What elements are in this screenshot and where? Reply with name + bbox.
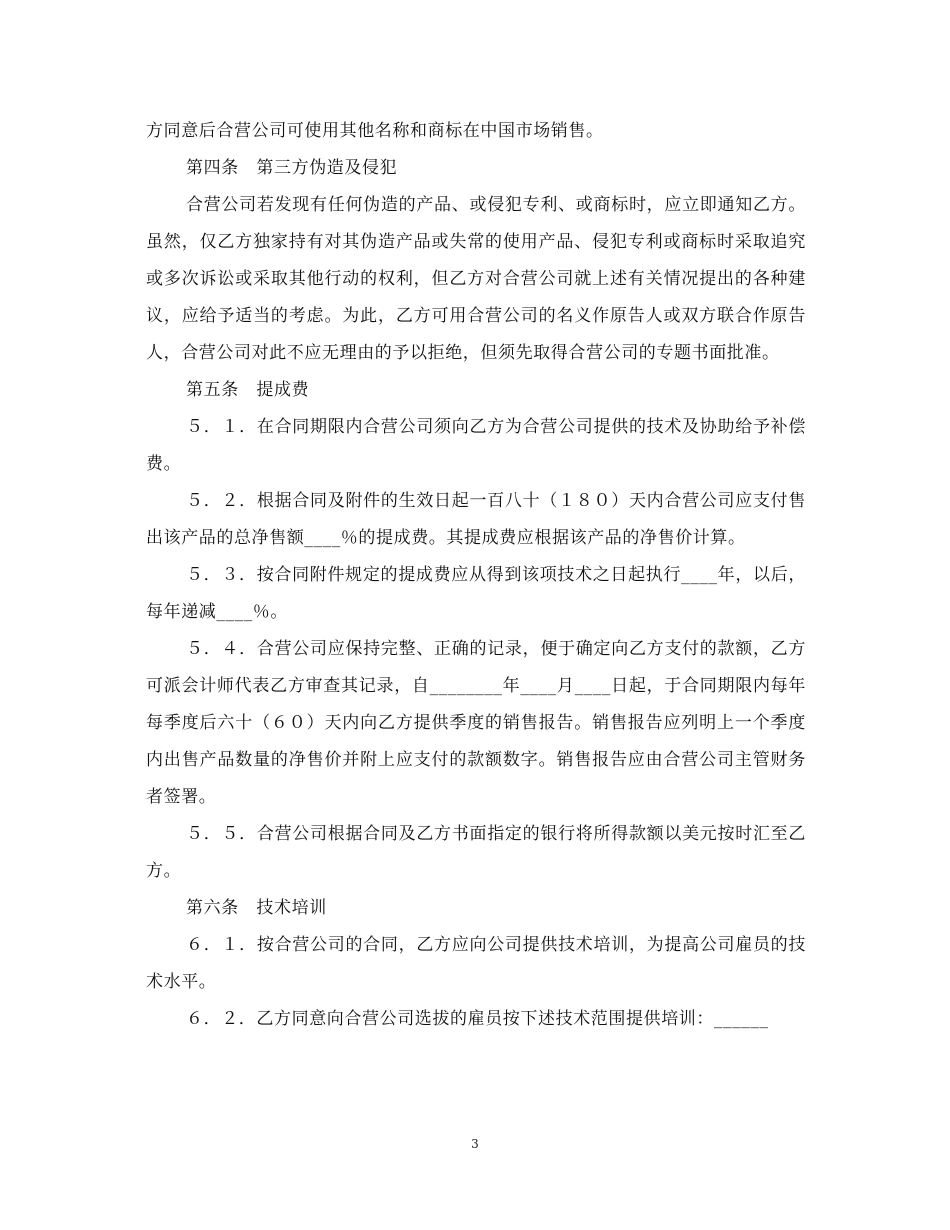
clause-5-4: ５．４．合营公司应保持完整、正确的记录，便于确定向乙方支付的款额，乙方可派会计师代表乙方审查其记录，自________年____月____日起，于合同期限内每年每季度后六十（６０）天内向乙方提供季度的销售报告。销售报告应列明上一个季度内出售产品数量的净售价并附上应支付的款额数字。销售报告应由合营公司主管财务者签署。 (146, 639, 806, 807)
clause-5-5: ５．５．合营公司根据合同及乙方书面指定的银行将所得款额以美元按时汇至乙方。 (146, 824, 806, 881)
article-6-heading: 第六条 技术培训 (186, 898, 327, 918)
paragraph-continuation: 方同意后合营公司可使用其他名称和商标在中国市场销售。 (146, 121, 604, 141)
article-4-body: 合营公司若发现有任何伪造的产品、或侵犯专利、或商标时，应立即通知乙方。虽然，仅乙方独家持有对其伪造产品或失常的使用产品、侵犯专利或商标时采取追究或多次诉讼或采取其他行动的权利，但乙方对合营公司就上述有关情况提出的各种建议，应给予适当的考虑。为此，乙方可用合营公司的名义作原告人或双方联合作原告人，合营公司对此不应无理由的予以拒绝，但须先取得合营公司的专题书面批准。 (146, 195, 806, 363)
article-5-heading: 第五条 提成费 (186, 380, 310, 400)
clause-5-1: ５．１．在合同期限内合营公司须向乙方为合营公司提供的技术及协助给予补偿费。 (146, 417, 806, 474)
article-4-heading: 第四条 第三方伪造及侵犯 (186, 158, 398, 178)
clause-5-2: ５．２．根据合同及附件的生效日起一百八十（１８０）天内合营公司应支付售出该产品的总净售额____％的提成费。其提成费应根据该产品的净售价计算。 (146, 491, 806, 548)
clause-5-3: ５．３．按合同附件规定的提成费应从得到该项技术之日起执行____年，以后，每年递减____％。 (146, 565, 806, 622)
clause-6-2: ６．２．乙方同意向合营公司选拔的雇员按下述技术范围提供培训：______ (186, 1009, 769, 1029)
clause-6-1: ６．１．按合营公司的合同，乙方应向公司提供技术培训，为提高公司雇员的技术水平。 (146, 935, 806, 992)
page-number: 3 (471, 1137, 479, 1151)
document-body (146, 113, 806, 1038)
